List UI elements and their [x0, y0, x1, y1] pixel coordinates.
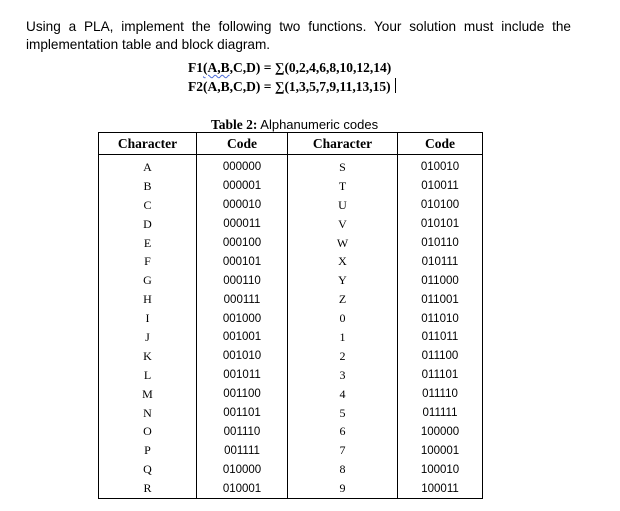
cell-character: J	[99, 328, 197, 347]
table-caption-label: Table 2:	[211, 117, 258, 132]
table-caption	[211, 117, 378, 133]
function-expression: = ∑(0,2,4,6,8,10,12,14)	[260, 60, 392, 75]
cell-code: 000101	[197, 252, 288, 271]
table-row	[99, 271, 483, 290]
function-f2	[188, 78, 396, 95]
cell-character: O	[99, 422, 197, 441]
table-row	[99, 290, 483, 309]
table-row	[99, 309, 483, 328]
cell-character: N	[99, 404, 197, 423]
cell-character: X	[288, 252, 398, 271]
table-row	[99, 422, 483, 441]
table-row	[99, 155, 483, 177]
cell-character: Q	[99, 460, 197, 479]
table-row	[99, 404, 483, 423]
function-expression: = ∑(1,3,5,7,9,11,13,15)	[260, 79, 391, 94]
cell-code: 100010	[398, 460, 483, 479]
table-row	[99, 252, 483, 271]
cell-code: 100001	[398, 441, 483, 460]
spellcheck-underlined-args: (A,B	[203, 60, 230, 75]
cell-code: 010101	[398, 215, 483, 234]
cell-code: 010111	[398, 252, 483, 271]
cell-character: D	[99, 215, 197, 234]
question-text: Using a PLA, implement the following two functions. Your solution must include the implementation table and block diagram.	[26, 19, 571, 52]
cell-code: 011010	[398, 309, 483, 328]
cell-character: L	[99, 366, 197, 385]
cell-code: 001011	[197, 366, 288, 385]
table-row	[99, 441, 483, 460]
cell-character: A	[99, 155, 197, 177]
cell-code: 010010	[398, 155, 483, 177]
cell-code: 011101	[398, 366, 483, 385]
cell-character: 9	[288, 479, 398, 498]
cell-code: 000011	[197, 215, 288, 234]
cell-character: V	[288, 215, 398, 234]
cell-character: M	[99, 385, 197, 404]
cell-character: S	[288, 155, 398, 177]
cell-character: H	[99, 290, 197, 309]
table-header-row	[99, 133, 483, 155]
cell-code: 011000	[398, 271, 483, 290]
header-code: Code	[197, 133, 288, 155]
cell-character: Y	[288, 271, 398, 290]
cell-code: 001110	[197, 422, 288, 441]
cell-character: F	[99, 252, 197, 271]
cell-character: T	[288, 177, 398, 196]
cell-code: 001101	[197, 404, 288, 423]
table-row	[99, 460, 483, 479]
cell-character: 8	[288, 460, 398, 479]
cell-code: 010011	[398, 177, 483, 196]
cell-code: 010100	[398, 196, 483, 215]
cell-code: 011111	[398, 404, 483, 423]
cell-code: 001100	[197, 385, 288, 404]
cell-code: 010000	[197, 460, 288, 479]
text-cursor	[395, 78, 396, 93]
header-character: Character	[99, 133, 197, 155]
cell-code: 011011	[398, 328, 483, 347]
cell-character: K	[99, 347, 197, 366]
cell-code: 000000	[197, 155, 288, 177]
cell-code: 100011	[398, 479, 483, 498]
cell-character: Z	[288, 290, 398, 309]
header-character: Character	[288, 133, 398, 155]
table-row	[99, 177, 483, 196]
cell-character: G	[99, 271, 197, 290]
cell-character: 6	[288, 422, 398, 441]
cell-code: 011110	[398, 385, 483, 404]
cell-code: 000010	[197, 196, 288, 215]
cell-character: 7	[288, 441, 398, 460]
cell-character: W	[288, 234, 398, 253]
cell-code: 000001	[197, 177, 288, 196]
cell-code: 100000	[398, 422, 483, 441]
cell-code: 001010	[197, 347, 288, 366]
cell-character: 5	[288, 404, 398, 423]
function-name: F1	[188, 60, 203, 75]
table-body	[99, 155, 483, 499]
cell-character: P	[99, 441, 197, 460]
cell-character: R	[99, 479, 197, 498]
cell-character: 1	[288, 328, 398, 347]
cell-code: 001000	[197, 309, 288, 328]
table-row	[99, 347, 483, 366]
cell-code: 000111	[197, 290, 288, 309]
function-args: ,C,D)	[229, 60, 261, 75]
cell-character: I	[99, 309, 197, 328]
cell-character: C	[99, 196, 197, 215]
cell-character: E	[99, 234, 197, 253]
header-code: Code	[398, 133, 483, 155]
table-row	[99, 215, 483, 234]
cell-code: 000100	[197, 234, 288, 253]
cell-code: 000110	[197, 271, 288, 290]
table-row	[99, 385, 483, 404]
function-f1	[188, 60, 391, 76]
table-caption-text: Alphanumeric codes	[257, 117, 379, 132]
cell-character: 0	[288, 309, 398, 328]
table-row	[99, 328, 483, 347]
table-row	[99, 366, 483, 385]
table-row	[99, 234, 483, 253]
function-args: (A,B,C,D)	[203, 79, 261, 94]
cell-code: 011001	[398, 290, 483, 309]
cell-code: 010110	[398, 234, 483, 253]
cell-code: 011100	[398, 347, 483, 366]
alphanumeric-codes-table	[98, 132, 483, 499]
cell-character: U	[288, 196, 398, 215]
cell-character: 3	[288, 366, 398, 385]
function-name: F2	[188, 79, 203, 94]
cell-character: B	[99, 177, 197, 196]
table-row	[99, 196, 483, 215]
cell-code: 010001	[197, 479, 288, 498]
cell-code: 001111	[197, 441, 288, 460]
cell-character: 2	[288, 347, 398, 366]
cell-code: 001001	[197, 328, 288, 347]
cell-character: 4	[288, 385, 398, 404]
table-row	[99, 479, 483, 498]
